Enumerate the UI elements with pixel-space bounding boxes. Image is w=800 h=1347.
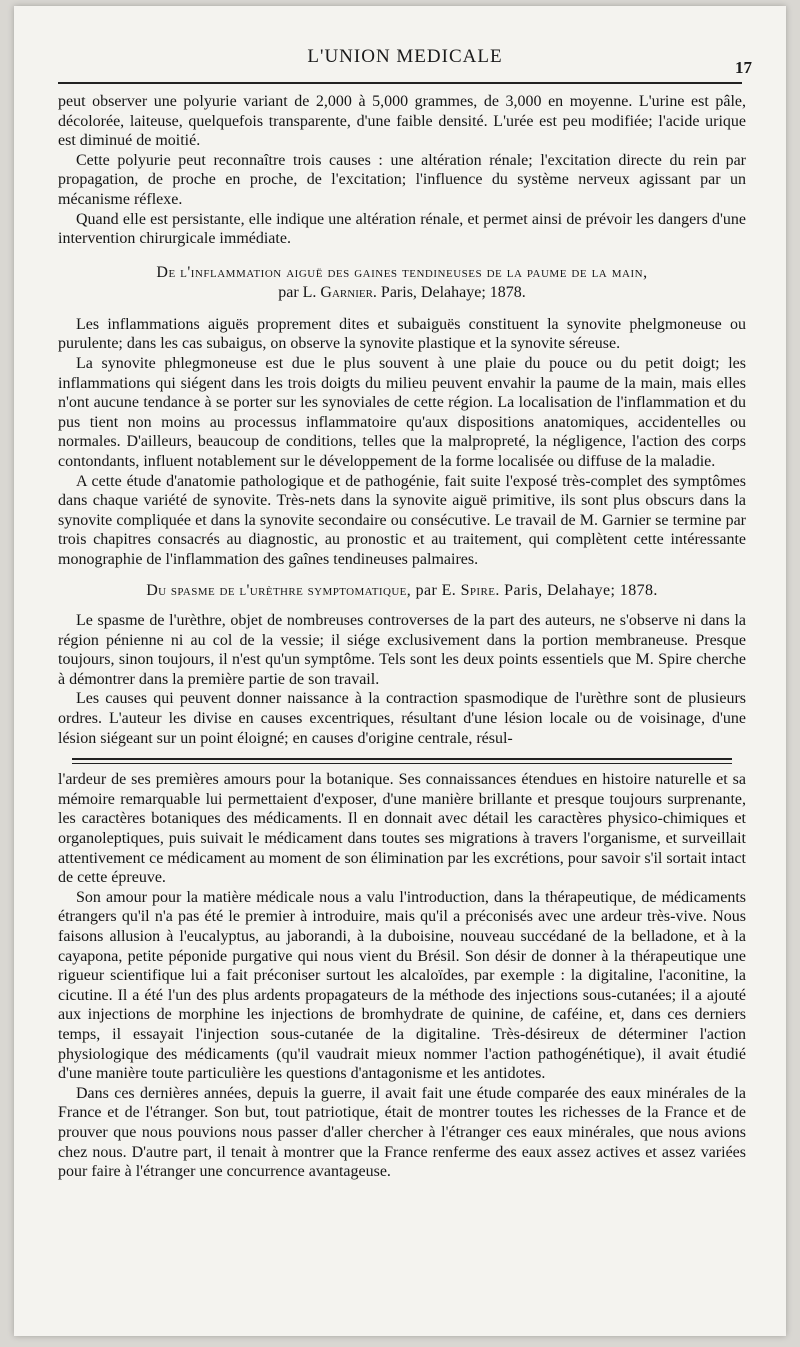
author-prefix: , par E. bbox=[406, 582, 461, 600]
review-title bbox=[58, 263, 746, 303]
publisher: . Paris, Delahaye; 1878. bbox=[495, 582, 658, 600]
review-garnier bbox=[58, 263, 746, 570]
paragraph: peut observer une polyurie variant de 2,000 à 5,000 grammes, de 3,000 en moyenne. L'urine est pâle, décolorée, laiteuse, quelquefois transparente, d'une faible densité. L'urée est peu modifiée; l'acide urique est diminué de moitié. bbox=[58, 93, 746, 150]
paragraph: Les inflammations aiguës proprement dites et subaiguës constituent la synovite phelgmoneuse ou purulente; dans les cas subaigus, on observe la synovite plastique et la synovite séreuse. bbox=[58, 315, 746, 353]
page-number: 17 bbox=[735, 58, 752, 77]
paragraph: Dans ces dernières années, depuis la guerre, il avait fait une étude comparée des eaux minérales de la France et de l'étranger. Son but, tout patriotique, était de montrer toutes les richesses de la France et de prouver que nous pouvions nous passer d'aller chercher à l'étranger ces eaux minérales, que nous avions chez nous. D'autre part, il tenait à montrer que la France renferme des eaux assez actives et assez variées pour faire à l'étranger une concurrence avantageuse. bbox=[58, 1084, 746, 1181]
review-author-line bbox=[58, 283, 746, 303]
review-title-text: De l'inflammation aiguë des gaines tendineuses de la paume de la main, bbox=[156, 263, 648, 281]
paragraph: Quand elle est persistante, elle indique une altération rénale, et permet ainsi de prévoir les dangers d'une intervention chirurgicale immédiate. bbox=[58, 210, 746, 248]
paragraph: La synovite phlegmoneuse est due le plus souvent à une plaie du pouce ou du petit doigt; les inflammations qui siégent dans les trois doigts du milieu peuvent envahir la paume de la main, mais elles n'ont aucune tendance à se porter sur les synoviales de cette région. La localisation de l'inflammation et du pus tient non moins au processus inflammatoire qu'aux dispositions anatomiques, accidentelles ou normales. D'ailleurs, beaucoup de conditions, telles que la malpropreté, la négligence, l'action des corps contondants, influent notablement sur le développement de la forme localisée ou diffuse de la maladie. bbox=[58, 354, 746, 470]
page-header bbox=[58, 44, 752, 78]
paragraph: l'ardeur de ses premières amours pour la botanique. Ses connaissances étendues en histoire naturelle et sa mémoire remarquable lui permettaient d'exposer, d'une manière brillante et presque toujours surprenante, les caractères botaniques des médicaments. Il en donnait avec détail les caractères physico-chimiques et organoleptiques, puis suivait le médicament dans toutes ses migrations à travers l'organisme, et surveillait attentivement ce médicament au moment de son élimination par les excrétions, pour savoir s'il sortait intact de cette épreuve. bbox=[58, 771, 746, 887]
page-content bbox=[58, 92, 746, 1182]
author-prefix: par L. bbox=[278, 283, 321, 301]
review-spire bbox=[58, 581, 746, 748]
author-name: Spire bbox=[460, 582, 496, 600]
section-divider bbox=[72, 758, 732, 764]
paragraph: A cette étude d'anatomie pathologique et de pathogénie, fait suite l'exposé très-complet des symptômes dans chaque variété de synovite. Très-nets dans la synovite aiguë primitive, ils sont plus obscurs dans la synovite compliquée et dans la synovite secondaire ou consécutive. Le travail de M. Garnier se termine par trois chapitres consacrés au diagnostic, au pronostic et au traitement, qui complètent cette intéressante monographie de l'inflammation des gaînes tendineuses palmaires. bbox=[58, 472, 746, 568]
paragraph: Son amour pour la matière médicale nous a valu l'introduction, dans la thérapeutique, de médicaments étrangers qu'il n'a pas été le premier à introduire, mais qu'il a préconisés avec une ardeur très-vive. Nous faisons allusion à l'eucalyptus, au jaborandi, à la duboisine, nouveau succédané de la belladone, et à la cayapona, petite péponide purgative qui nous vient du Brésil. Son désir de donner à la thérapeutique une rigueur scientifique lui a fait préconiser surtout les alcaloïdes, par exemple : la digitaline, l'aconitine, la cicutine. Il a été l'un des plus ardents propagateurs de la méthode des injections sous-cutanées; il a ajouté aux injections de morphine les injections de bromhydrate de quinine, de caféine, et, dans ces derniers temps, il essayait l'injection sous-cutanée de la digitaline. Très-désireux de déterminer l'action physiologique des médicaments (qu'il vaudrait mieux nommer l'action pathogénétique), il avait étudié d'une manière toute particulière les questions d'antagonisme et les antidotes. bbox=[58, 888, 746, 1083]
header-rule bbox=[58, 82, 742, 84]
paragraph: Les causes qui peuvent donner naissance à la contraction spasmodique de l'urèthre sont de plusieurs ordres. L'auteur les divise en causes excentriques, résultant d'une lésion locale ou de voisinage, d'une lésion siégeant sur un point éloigné; en causes d'origine centrale, résul- bbox=[58, 690, 746, 747]
top-section bbox=[58, 92, 746, 249]
journal-page bbox=[14, 6, 786, 1336]
paragraph: Le spasme de l'urèthre, objet de nombreuses controverses de la part des auteurs, ne s'observe ni dans la région pénienne ni au col de la vessie; il siége exclusivement dans la portion membraneuse. Presque toujours, sinon toujours, il n'est qu'un symptôme. Tels sont les deux points essentiels que M. Spire cherche à démontrer dans la première partie de son travail. bbox=[58, 612, 746, 688]
running-title: L'UNION MEDICALE bbox=[307, 46, 503, 67]
review-title-text: Du spasme de l'urèthre symptomatique bbox=[146, 582, 407, 600]
review-title bbox=[58, 581, 746, 601]
feuilleton-section bbox=[58, 770, 746, 1181]
author-name: Garnier bbox=[320, 283, 373, 301]
publisher: . Paris, Delahaye; 1878. bbox=[372, 283, 526, 301]
paragraph: Cette polyurie peut reconnaître trois causes : une altération rénale; l'excitation directe du rein par propagation, de proche en proche, de l'excitation; l'influence du système nerveux agissant par un mécanisme réflexe. bbox=[58, 151, 746, 208]
